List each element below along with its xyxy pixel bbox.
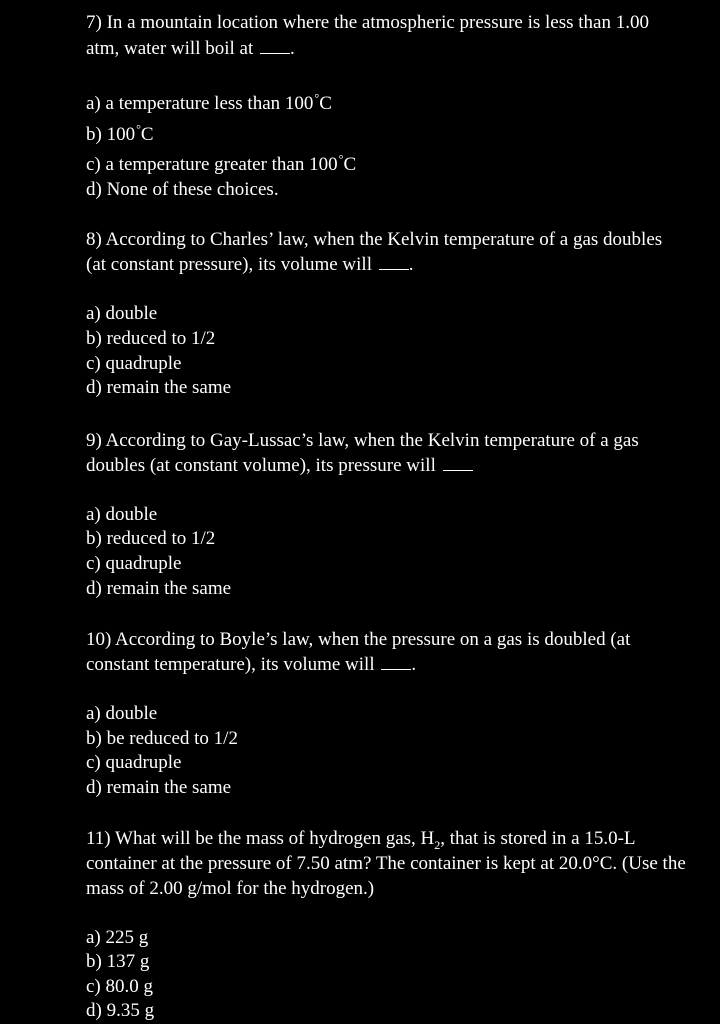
- answer-options: [86, 702, 686, 800]
- option-b: b) 137 g: [86, 951, 150, 973]
- question-stem: [86, 428, 686, 478]
- answer-blank: [260, 39, 290, 54]
- option-d: d) remain the same: [86, 377, 232, 399]
- question-10: [86, 627, 686, 800]
- question-stem: [86, 227, 686, 277]
- option-c: c) quadruple: [86, 352, 182, 374]
- question-number: 11): [86, 827, 111, 849]
- option-a: a) double: [86, 303, 158, 325]
- question-9: [86, 428, 686, 601]
- question-text: According to Charles’ law, when the Kelvin temperature of a gas doubles (at constant pressure), its volume will: [86, 229, 663, 276]
- option-b: b) 100°C: [86, 121, 154, 145]
- option-d: d) None of these choices.: [86, 178, 279, 200]
- answer-options: [86, 86, 686, 202]
- question-stem: [86, 10, 686, 61]
- option-c: c) quadruple: [86, 552, 182, 574]
- answer-blank: [379, 255, 409, 270]
- subscript-2: 2: [434, 837, 441, 852]
- question-7: [86, 10, 686, 202]
- question-number: 9): [86, 429, 102, 451]
- answer-options: [86, 926, 686, 1024]
- question-number: 8): [86, 229, 102, 251]
- option-a: a) a temperature less than 100°C: [86, 91, 332, 114]
- question-text: According to Boyle’s law, when the pressure on a gas is doubled (at constant temperature), its volume will: [86, 629, 631, 676]
- question-stem: [86, 627, 686, 677]
- option-d: d) 9.35 g: [86, 1000, 155, 1022]
- option-c: c) a temperature greater than 100°C: [86, 152, 357, 176]
- degree-symbol: °: [136, 121, 141, 136]
- question-text: According to Gay-Lussac’s law, when the Kelvin temperature of a gas doubles (at constant volume), its pressure will: [86, 429, 639, 476]
- option-a: a) double: [86, 503, 158, 525]
- answer-options: [86, 302, 686, 400]
- question-8: [86, 227, 686, 400]
- stem-end: .: [408, 254, 414, 276]
- option-d: d) remain the same: [86, 577, 232, 599]
- worksheet-page: [86, 10, 686, 1024]
- option-d: d) remain the same: [86, 776, 232, 798]
- question-text: What will be the mass of hydrogen gas, H: [115, 827, 435, 849]
- stem-end: .: [411, 654, 417, 676]
- option-a: a) double: [86, 703, 158, 725]
- option-b: b) reduced to 1/2: [86, 528, 216, 550]
- answer-blank: [443, 456, 473, 471]
- option-c: c) quadruple: [86, 752, 182, 774]
- question-number: 10): [86, 629, 112, 651]
- option-c: c) 80.0 g: [86, 975, 154, 997]
- degree-symbol: °: [338, 152, 344, 167]
- option-b: b) reduced to 1/2: [86, 327, 216, 349]
- option-a: a) 225 g: [86, 926, 149, 948]
- answer-blank: [381, 655, 411, 670]
- question-stem: [86, 826, 686, 901]
- question-text: In a mountain location where the atmospheric pressure is less than 1.00 atm, water will boil at: [86, 12, 649, 59]
- question-number: 7): [86, 12, 102, 33]
- answer-options: [86, 503, 686, 601]
- stem-end: .: [290, 37, 295, 59]
- option-b: b) be reduced to 1/2: [86, 727, 238, 749]
- question-text-continued: , that is stored in a 15.0-L container at the pressure of 7.50 atm? The container is kept at 20.0°C. (Use the mass of 2.00 g/mol for the hydrogen.): [86, 827, 686, 899]
- degree-symbol: °: [314, 91, 320, 105]
- question-11: [86, 826, 686, 1024]
